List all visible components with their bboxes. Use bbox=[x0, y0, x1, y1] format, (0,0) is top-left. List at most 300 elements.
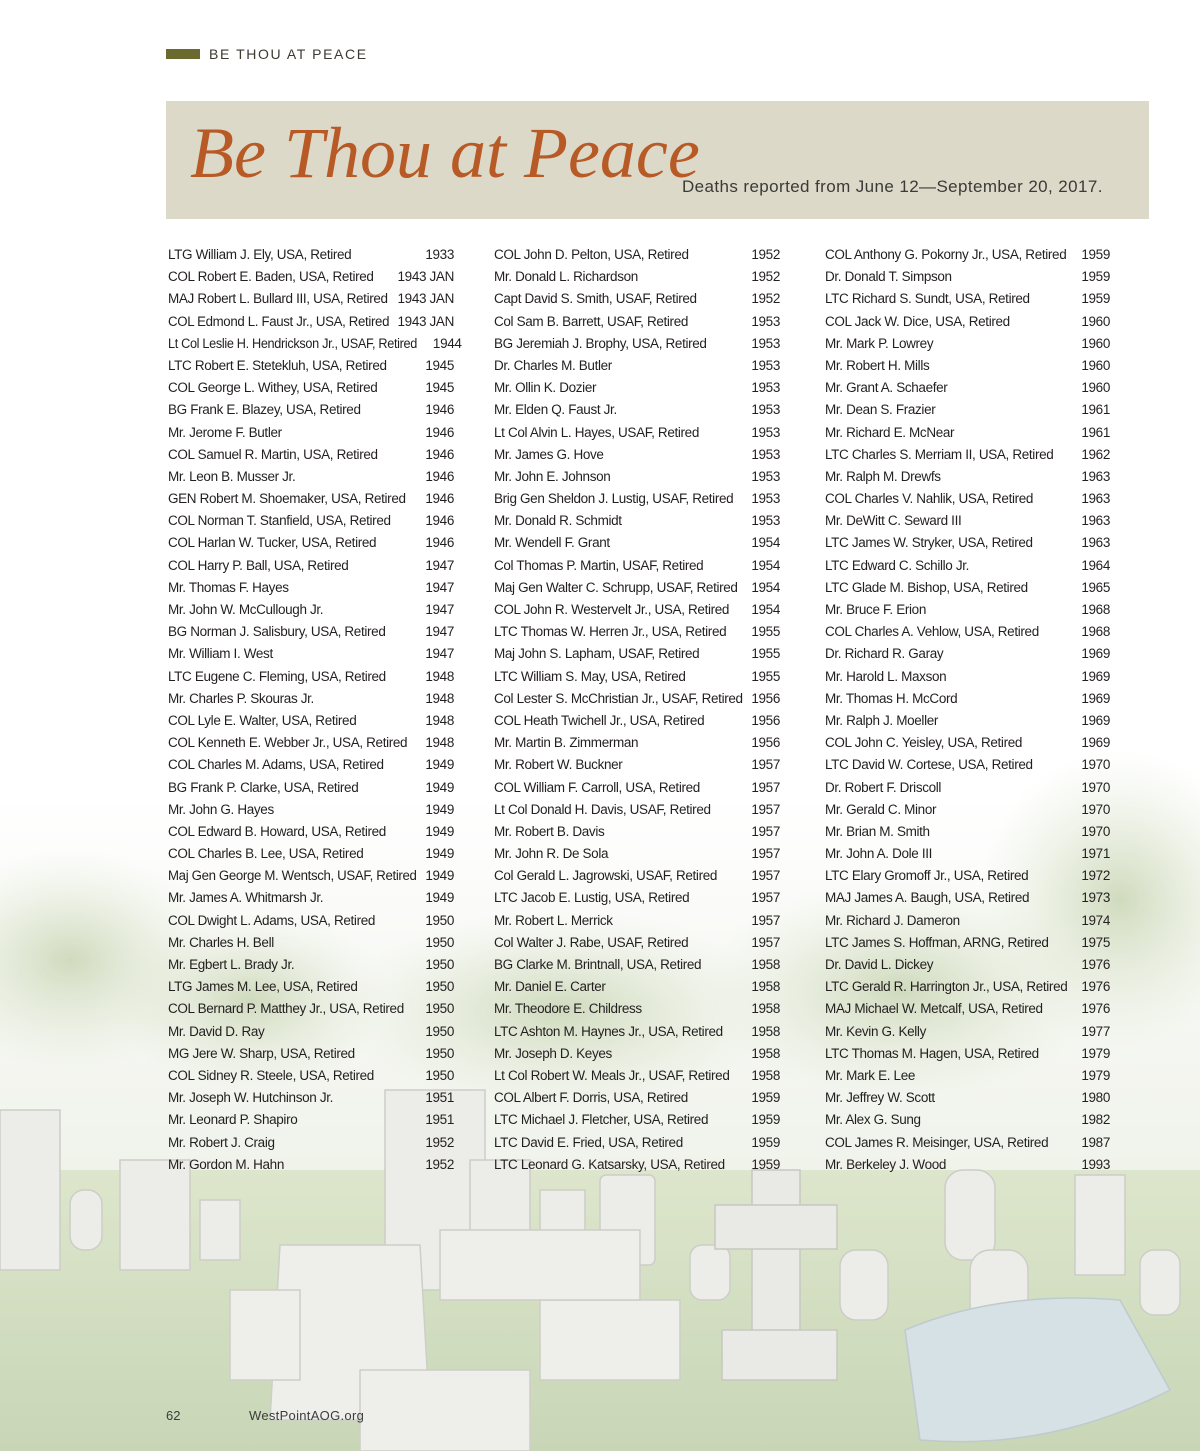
list-item bbox=[168, 998, 454, 1020]
entry-name: Col Sam B. Barrett, USAF, Retired bbox=[494, 313, 689, 329]
entry-year: 1957 bbox=[751, 912, 780, 928]
entry-year: 1976 bbox=[1081, 979, 1110, 995]
entry-name: Mr. Elden Q. Faust Jr. bbox=[494, 402, 617, 418]
entry-year: 1956 bbox=[751, 735, 780, 751]
entry-name: COL Charles B. Lee, USA, Retired bbox=[168, 846, 364, 862]
entry-name: Dr. Charles M. Butler bbox=[494, 357, 612, 373]
list-item bbox=[494, 777, 780, 799]
entry-name: Mr. Charles P. Skouras Jr. bbox=[168, 690, 314, 706]
entry-year: 1961 bbox=[1081, 402, 1110, 418]
entry-year: 1957 bbox=[751, 890, 780, 906]
list-item bbox=[168, 666, 454, 688]
entry-name: LTC William S. May, USA, Retired bbox=[494, 668, 686, 684]
list-item bbox=[825, 555, 1110, 577]
entry-year: 1947 bbox=[425, 602, 454, 617]
entry-name: MAJ James A. Baugh, USA, Retired bbox=[825, 890, 1030, 906]
list-item bbox=[168, 577, 454, 599]
entry-year: 1953 bbox=[751, 424, 780, 440]
list-item bbox=[168, 710, 454, 732]
list-item bbox=[825, 1154, 1110, 1176]
list-item bbox=[168, 599, 454, 621]
entry-name: Mr. Ralph J. Moeller bbox=[825, 712, 939, 728]
entry-year: 1933 bbox=[425, 247, 454, 262]
entry-year: 1970 bbox=[1081, 823, 1110, 839]
entry-year: 1993 bbox=[1081, 1156, 1110, 1172]
entry-name: Mr. Robert J. Craig bbox=[168, 1134, 275, 1150]
list-item bbox=[825, 688, 1110, 710]
entry-name: LTC Eugene C. Fleming, USA, Retired bbox=[168, 668, 386, 684]
entry-name: LTC David W. Cortese, USA, Retired bbox=[825, 757, 1033, 773]
list-item bbox=[825, 643, 1110, 665]
entry-name: Mr. Brian M. Smith bbox=[825, 823, 930, 839]
entry-year: 1952 bbox=[751, 247, 780, 262]
list-item bbox=[168, 821, 454, 843]
list-item bbox=[494, 532, 780, 554]
entry-name: COL Jack W. Dice, USA, Retired bbox=[825, 313, 1010, 329]
entry-name: COL Harry P. Ball, USA, Retired bbox=[168, 557, 349, 573]
list-item bbox=[825, 1132, 1110, 1154]
list-item bbox=[825, 621, 1110, 643]
list-item bbox=[825, 333, 1110, 355]
entry-name: Mr. Leon B. Musser Jr. bbox=[168, 468, 296, 484]
entry-name: COL James R. Meisinger, USA, Retired bbox=[825, 1134, 1049, 1150]
entry-year: 1956 bbox=[751, 712, 780, 728]
entry-year: 1968 bbox=[1081, 624, 1110, 640]
list-item bbox=[168, 422, 454, 444]
entry-year: 1946 bbox=[425, 491, 454, 507]
entry-name: Dr. Robert F. Driscoll bbox=[825, 779, 942, 795]
entry-year: 1958 bbox=[751, 979, 780, 995]
entry-year: 1979 bbox=[1081, 1045, 1110, 1061]
list-item bbox=[494, 1132, 780, 1154]
entry-name: LTC Michael J. Fletcher, USA, Retired bbox=[494, 1112, 709, 1128]
entry-year: 1957 bbox=[751, 868, 780, 884]
entry-year: 1970 bbox=[1081, 757, 1110, 773]
entry-name: Mr. John R. De Sola bbox=[494, 846, 609, 862]
entry-name: Col Walter J. Rabe, USAF, Retired bbox=[494, 934, 689, 950]
entry-year: 1970 bbox=[1081, 801, 1110, 817]
entry-name: GEN Robert M. Shoemaker, USA, Retired bbox=[168, 491, 406, 507]
entry-year: 1948 bbox=[425, 668, 454, 684]
entry-name: Mr. Dean S. Frazier bbox=[825, 402, 936, 418]
entry-year: 1969 bbox=[1081, 690, 1110, 706]
entry-name: LTC Thomas W. Herren Jr., USA, Retired bbox=[494, 624, 727, 640]
entry-name: LTG William J. Ely, USA, Retired bbox=[168, 247, 352, 262]
entry-year: 1969 bbox=[1081, 668, 1110, 684]
entry-year: 1943 JAN bbox=[397, 291, 454, 307]
list-item bbox=[494, 599, 780, 621]
entry-year: 1955 bbox=[751, 646, 780, 662]
entry-year: 1947 bbox=[425, 624, 454, 640]
entry-name: Mr. Ollin K. Dozier bbox=[494, 380, 597, 396]
entry-name: Mr. Martin B. Zimmerman bbox=[494, 735, 639, 751]
list-item bbox=[168, 377, 454, 399]
list-item bbox=[825, 754, 1110, 776]
entry-year: 1987 bbox=[1081, 1134, 1110, 1150]
list-item bbox=[825, 666, 1110, 688]
list-item bbox=[494, 399, 780, 421]
section-tag-bar bbox=[166, 49, 200, 59]
entry-name: Maj John S. Lapham, USAF, Retired bbox=[494, 646, 700, 662]
entry-name: Capt David S. Smith, USAF, Retired bbox=[494, 291, 697, 307]
entry-name: Mr. Ralph M. Drewfs bbox=[825, 468, 941, 484]
list-item bbox=[168, 954, 454, 976]
entry-name: Mr. Robert L. Merrick bbox=[494, 912, 613, 928]
entry-year: 1955 bbox=[751, 668, 780, 684]
list-item bbox=[494, 621, 780, 643]
list-item bbox=[825, 444, 1110, 466]
entry-name: Brig Gen Sheldon J. Lustig, USAF, Retired bbox=[494, 491, 734, 507]
list-item bbox=[168, 488, 454, 510]
list-item bbox=[494, 799, 780, 821]
entry-year: 1955 bbox=[751, 624, 780, 640]
obituary-column-2 bbox=[494, 244, 780, 1176]
entry-name: Mr. John W. McCullough Jr. bbox=[168, 602, 324, 617]
entry-name: LTC Richard S. Sundt, USA, Retired bbox=[825, 291, 1030, 307]
list-item bbox=[825, 1087, 1110, 1109]
entry-year: 1943 JAN bbox=[397, 313, 454, 329]
entry-name: Mr. Thomas H. McCord bbox=[825, 690, 958, 706]
entry-name: MAJ Michael W. Metcalf, USA, Retired bbox=[825, 1001, 1043, 1017]
entry-name: Mr. John G. Hayes bbox=[168, 801, 274, 817]
list-item bbox=[494, 577, 780, 599]
list-item bbox=[168, 1087, 454, 1109]
entry-year: 1950 bbox=[425, 957, 454, 972]
entry-year: 1948 bbox=[425, 735, 454, 751]
entry-year: 1947 bbox=[425, 646, 454, 662]
list-item bbox=[494, 288, 780, 310]
entry-name: COL Harlan W. Tucker, USA, Retired bbox=[168, 535, 377, 551]
entry-name: BG Frank P. Clarke, USA, Retired bbox=[168, 779, 359, 795]
list-item bbox=[168, 333, 462, 355]
entry-name: COL Charles A. Vehlow, USA, Retired bbox=[825, 624, 1039, 640]
entry-year: 1958 bbox=[751, 1045, 780, 1061]
entry-name: COL Dwight L. Adams, USA, Retired bbox=[168, 912, 376, 928]
list-item bbox=[825, 599, 1110, 621]
list-item bbox=[825, 510, 1110, 532]
website-link[interactable]: WestPointAOG.org bbox=[249, 1408, 365, 1423]
entry-year: 1953 bbox=[751, 513, 780, 529]
entry-name: COL Kenneth E. Webber Jr., USA, Retired bbox=[168, 735, 408, 751]
list-item bbox=[825, 710, 1110, 732]
entry-year: 1963 bbox=[1081, 491, 1110, 507]
entry-name: Mr. James A. Whitmarsh Jr. bbox=[168, 890, 324, 906]
entry-year: 1954 bbox=[751, 602, 780, 617]
entry-year: 1953 bbox=[751, 446, 780, 462]
entry-name: Mr. Donald R. Schmidt bbox=[494, 513, 622, 529]
entry-year: 1952 bbox=[751, 291, 780, 307]
entry-year: 1957 bbox=[751, 823, 780, 839]
entry-year: 1965 bbox=[1081, 579, 1110, 595]
entry-name: Mr. Gordon M. Hahn bbox=[168, 1156, 284, 1172]
entry-name: LTC James S. Hoffman, ARNG, Retired bbox=[825, 934, 1049, 950]
entry-year: 1976 bbox=[1081, 957, 1110, 972]
entry-name: Maj Gen George M. Wentsch, USAF, Retired bbox=[168, 868, 417, 884]
entry-name: Lt Col Alvin L. Hayes, USAF, Retired bbox=[494, 424, 699, 440]
entry-year: 1960 bbox=[1081, 313, 1110, 329]
entry-name: LTC Edward C. Schillo Jr. bbox=[825, 557, 970, 573]
list-item bbox=[494, 666, 780, 688]
list-item bbox=[494, 444, 780, 466]
list-item bbox=[494, 954, 780, 976]
list-item bbox=[494, 821, 780, 843]
list-item bbox=[168, 311, 454, 333]
entry-year: 1963 bbox=[1081, 468, 1110, 484]
entry-year: 1982 bbox=[1081, 1112, 1110, 1128]
entry-year: 1951 bbox=[425, 1112, 454, 1128]
entry-name: LTC Jacob E. Lustig, USA, Retired bbox=[494, 890, 690, 906]
entry-name: COL Anthony G. Pokorny Jr., USA, Retired bbox=[825, 247, 1067, 262]
entry-name: MAJ Robert L. Bullard III, USA, Retired bbox=[168, 291, 388, 307]
list-item bbox=[494, 1154, 780, 1176]
entry-year: 1958 bbox=[751, 1001, 780, 1017]
entry-year: 1953 bbox=[751, 313, 780, 329]
entry-name: COL Samuel R. Martin, USA, Retired bbox=[168, 446, 378, 462]
entry-name: LTC Charles S. Merriam II, USA, Retired bbox=[825, 446, 1054, 462]
entry-year: 1960 bbox=[1081, 335, 1110, 351]
entry-year: 1958 bbox=[751, 1023, 780, 1039]
entry-name: COL Charles V. Nahlik, USA, Retired bbox=[825, 491, 1034, 507]
list-item bbox=[168, 466, 454, 488]
list-item bbox=[494, 1065, 780, 1087]
list-item bbox=[168, 1021, 454, 1043]
entry-name: Mr. John A. Dole III bbox=[825, 846, 933, 862]
entry-name: COL John D. Pelton, USA, Retired bbox=[494, 247, 689, 262]
entry-name: LTC Thomas M. Hagen, USA, Retired bbox=[825, 1045, 1039, 1061]
list-item bbox=[168, 399, 454, 421]
entry-name: BG Norman J. Salisbury, USA, Retired bbox=[168, 624, 386, 640]
list-item bbox=[168, 244, 454, 266]
entry-name: Mr. Alex G. Sung bbox=[825, 1112, 921, 1128]
entry-year: 1958 bbox=[751, 957, 780, 972]
list-item bbox=[168, 288, 454, 310]
entry-year: 1954 bbox=[751, 579, 780, 595]
entry-year: 1950 bbox=[425, 1001, 454, 1017]
list-item bbox=[168, 799, 454, 821]
entry-name: Mr. John E. Johnson bbox=[494, 468, 611, 484]
list-item bbox=[825, 821, 1110, 843]
obituary-column-1 bbox=[168, 244, 462, 1176]
list-item bbox=[168, 843, 454, 865]
list-item bbox=[494, 710, 780, 732]
entry-year: 1946 bbox=[425, 402, 454, 418]
entry-name: COL Lyle E. Walter, USA, Retired bbox=[168, 712, 357, 728]
list-item bbox=[168, 1065, 454, 1087]
entry-year: 1956 bbox=[751, 690, 780, 706]
entry-year: 1946 bbox=[425, 424, 454, 440]
list-item bbox=[825, 377, 1110, 399]
entry-name: Mr. Gerald C. Minor bbox=[825, 801, 937, 817]
entry-year: 1952 bbox=[425, 1134, 454, 1150]
list-item bbox=[494, 1043, 780, 1065]
list-item bbox=[494, 488, 780, 510]
entry-name: COL Edmond L. Faust Jr., USA, Retired bbox=[168, 313, 390, 329]
entry-name: COL Charles M. Adams, USA, Retired bbox=[168, 757, 384, 773]
list-item bbox=[168, 1154, 454, 1176]
list-item bbox=[168, 444, 454, 466]
entry-name: Mr. David D. Ray bbox=[168, 1023, 265, 1039]
entry-year: 1946 bbox=[425, 513, 454, 529]
entry-year: 1960 bbox=[1081, 380, 1110, 396]
entry-year: 1959 bbox=[1081, 269, 1110, 285]
list-item bbox=[825, 777, 1110, 799]
list-item bbox=[825, 887, 1110, 909]
entry-year: 1949 bbox=[425, 846, 454, 862]
entry-year: 1947 bbox=[425, 557, 454, 573]
entry-year: 1959 bbox=[751, 1090, 780, 1106]
entry-name: LTC David E. Fried, USA, Retired bbox=[494, 1134, 683, 1150]
list-item bbox=[168, 1132, 454, 1154]
entry-year: 1950 bbox=[425, 912, 454, 928]
entry-name: LTG James M. Lee, USA, Retired bbox=[168, 979, 358, 995]
page-number: 62 bbox=[166, 1408, 181, 1423]
list-item bbox=[494, 377, 780, 399]
entry-year: 1949 bbox=[425, 868, 454, 884]
entry-name: Dr. Donald T. Simpson bbox=[825, 269, 952, 285]
list-item bbox=[825, 910, 1110, 932]
entry-year: 1948 bbox=[425, 690, 454, 706]
entry-name: Col Gerald L. Jagrowski, USAF, Retired bbox=[494, 868, 718, 884]
list-item bbox=[825, 1109, 1110, 1131]
entry-name: COL Albert F. Dorris, USA, Retired bbox=[494, 1090, 688, 1106]
list-item bbox=[825, 532, 1110, 554]
list-item bbox=[825, 311, 1110, 333]
entry-year: 1971 bbox=[1081, 846, 1110, 862]
entry-year: 1969 bbox=[1081, 735, 1110, 751]
list-item bbox=[825, 355, 1110, 377]
page-subtitle: Deaths reported from June 12—September 20, 2017. bbox=[682, 177, 1103, 196]
list-item bbox=[494, 1109, 780, 1131]
entry-year: 1963 bbox=[1081, 513, 1110, 529]
entry-name: Mr. Kevin G. Kelly bbox=[825, 1023, 926, 1039]
entry-year: 1947 bbox=[425, 579, 454, 595]
entry-year: 1975 bbox=[1081, 934, 1110, 950]
list-item bbox=[825, 288, 1110, 310]
entry-year: 1958 bbox=[751, 1067, 780, 1083]
entry-name: Mr. Charles H. Bell bbox=[168, 934, 274, 950]
entry-year: 1945 bbox=[425, 380, 454, 396]
entry-year: 1944 bbox=[432, 335, 462, 351]
list-item bbox=[825, 843, 1110, 865]
list-item bbox=[168, 754, 454, 776]
entry-name: LTC Leonard G. Katsarsky, USA, Retired bbox=[494, 1156, 725, 1172]
list-item bbox=[168, 887, 454, 909]
entry-name: Maj Gen Walter C. Schrupp, USAF, Retired bbox=[494, 579, 738, 595]
entry-year: 1974 bbox=[1081, 912, 1110, 928]
list-item bbox=[168, 688, 454, 710]
entry-year: 1949 bbox=[425, 801, 454, 817]
entry-name: COL Bernard P. Matthey Jr., USA, Retired bbox=[168, 1001, 404, 1017]
entry-year: 1963 bbox=[1081, 535, 1110, 551]
entry-name: Mr. Richard E. McNear bbox=[825, 424, 955, 440]
entry-name: LTC James W. Stryker, USA, Retired bbox=[825, 535, 1033, 551]
list-item bbox=[494, 843, 780, 865]
entry-name: Dr. David L. Dickey bbox=[825, 957, 934, 972]
entry-name: Mr. Harold L. Maxson bbox=[825, 668, 947, 684]
entry-name: LTC Elary Gromoff Jr., USA, Retired bbox=[825, 868, 1029, 884]
list-item bbox=[494, 510, 780, 532]
list-item bbox=[168, 355, 454, 377]
entry-year: 1969 bbox=[1081, 646, 1110, 662]
entry-year: 1969 bbox=[1081, 712, 1110, 728]
entry-name: Mr. Richard J. Dameron bbox=[825, 912, 960, 928]
entry-name: COL Edward B. Howard, USA, Retired bbox=[168, 823, 386, 839]
entry-year: 1953 bbox=[751, 468, 780, 484]
list-item bbox=[168, 732, 454, 754]
entry-year: 1949 bbox=[425, 890, 454, 906]
entry-year: 1964 bbox=[1081, 557, 1110, 573]
entry-year: 1961 bbox=[1081, 424, 1110, 440]
entry-name: Mr. Egbert L. Brady Jr. bbox=[168, 957, 295, 972]
list-item bbox=[494, 355, 780, 377]
list-item bbox=[825, 1021, 1110, 1043]
list-item bbox=[494, 932, 780, 954]
list-item bbox=[825, 466, 1110, 488]
list-item bbox=[494, 887, 780, 909]
entry-year: 1960 bbox=[1081, 357, 1110, 373]
list-item bbox=[825, 954, 1110, 976]
entry-name: COL Sidney R. Steele, USA, Retired bbox=[168, 1067, 374, 1083]
entry-name: Mr. Robert W. Buckner bbox=[494, 757, 623, 773]
entry-year: 1952 bbox=[425, 1156, 454, 1172]
entry-year: 1950 bbox=[425, 979, 454, 995]
entry-year: 1946 bbox=[425, 468, 454, 484]
entry-name: Mr. Bruce F. Erion bbox=[825, 602, 926, 617]
entry-year: 1957 bbox=[751, 801, 780, 817]
entry-name: Mr. Theodore E. Childress bbox=[494, 1001, 642, 1017]
list-item bbox=[825, 488, 1110, 510]
entry-name: Mr. DeWitt C. Seward III bbox=[825, 513, 962, 529]
list-item bbox=[825, 998, 1110, 1020]
entry-name: BG Jeremiah J. Brophy, USA, Retired bbox=[494, 335, 707, 351]
list-item bbox=[168, 865, 454, 887]
entry-year: 1953 bbox=[751, 357, 780, 373]
list-item bbox=[168, 621, 454, 643]
entry-name: LTC Ashton M. Haynes Jr., USA, Retired bbox=[494, 1023, 723, 1039]
entry-year: 1949 bbox=[425, 779, 454, 795]
list-item bbox=[825, 976, 1110, 998]
list-item bbox=[494, 266, 780, 288]
entry-year: 1953 bbox=[751, 402, 780, 418]
list-item bbox=[494, 976, 780, 998]
entry-name: COL John R. Westervelt Jr., USA, Retired bbox=[494, 602, 730, 617]
entry-name: Mr. Daniel E. Carter bbox=[494, 979, 606, 995]
entry-year: 1977 bbox=[1081, 1023, 1110, 1039]
list-item bbox=[168, 1109, 454, 1131]
list-item bbox=[494, 688, 780, 710]
entry-year: 1950 bbox=[425, 1067, 454, 1083]
entry-year: 1959 bbox=[751, 1156, 780, 1172]
entry-name: Mr. William I. West bbox=[168, 646, 273, 662]
entry-name: Lt Col Leslie H. Hendrickson Jr., USAF, Retired bbox=[168, 335, 418, 351]
entry-year: 1954 bbox=[751, 535, 780, 551]
page-title: Be Thou at Peace bbox=[190, 113, 700, 193]
section-tag-label: BE THOU AT PEACE bbox=[209, 46, 368, 62]
entry-year: 1953 bbox=[751, 380, 780, 396]
entry-year: 1973 bbox=[1081, 890, 1110, 906]
entry-name: Mr. Jerome F. Butler bbox=[168, 424, 282, 440]
entry-year: 1949 bbox=[425, 757, 454, 773]
entry-year: 1946 bbox=[425, 535, 454, 551]
list-item bbox=[825, 1065, 1110, 1087]
section-tag bbox=[166, 46, 368, 62]
entry-name: COL William F. Carroll, USA, Retired bbox=[494, 779, 700, 795]
entry-year: 1957 bbox=[751, 757, 780, 773]
list-item bbox=[168, 532, 454, 554]
entry-name: Mr. Grant A. Schaefer bbox=[825, 380, 948, 396]
entry-year: 1945 bbox=[425, 357, 454, 373]
entry-name: Mr. Jeffrey W. Scott bbox=[825, 1090, 935, 1106]
